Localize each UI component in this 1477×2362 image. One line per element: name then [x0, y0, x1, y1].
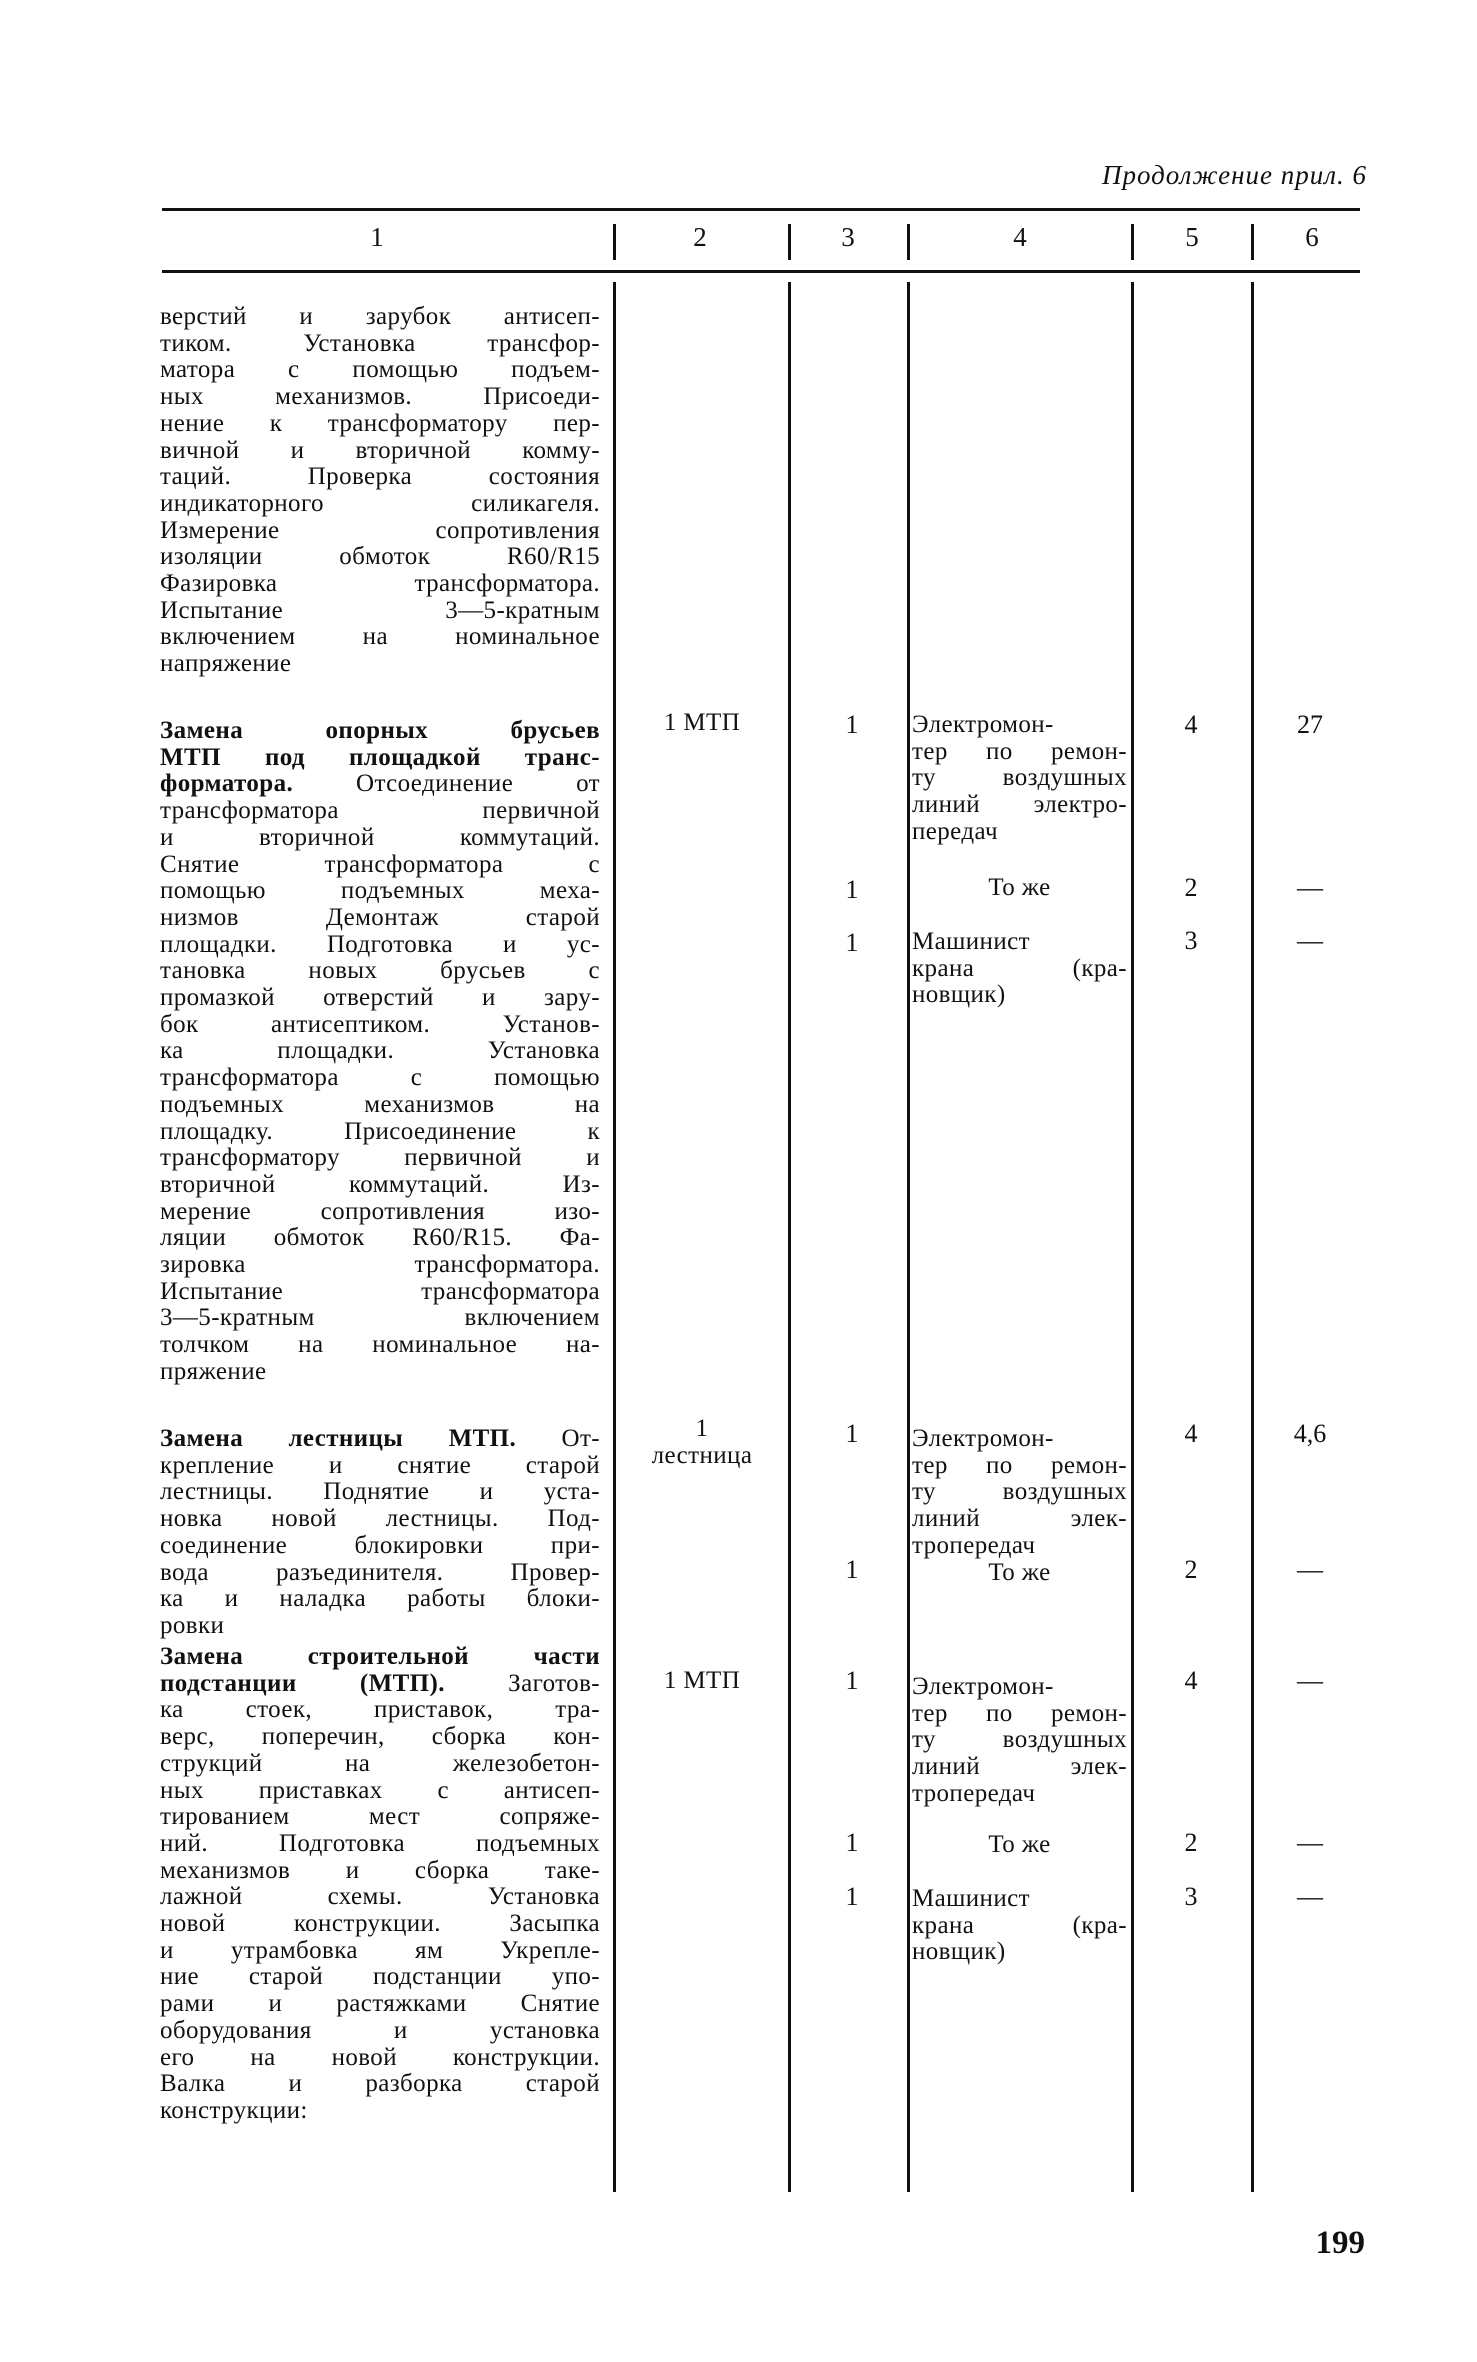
grade-cell: 2 — [1184, 1828, 1198, 1857]
qty-cell: 1 — [845, 1882, 859, 1911]
text-line: тер по ремон- — [912, 737, 1127, 765]
text-fragment: От- — [516, 1425, 600, 1452]
text-line: соединение блокировки при- — [160, 1531, 600, 1559]
column-number: 6 — [1305, 222, 1319, 252]
text-line: вичной и вторичной комму- — [160, 436, 600, 464]
text-line: Испытание 3—5-кратным — [160, 596, 600, 624]
column-number: 4 — [1013, 222, 1027, 252]
text-line: ту воздушных — [912, 1726, 1127, 1754]
text-line: Электромон- — [912, 711, 1054, 738]
worker-cell: То же — [988, 874, 1051, 901]
text-line — [160, 771, 600, 798]
text-line: 1 — [695, 1415, 709, 1442]
column-divider — [1251, 282, 1254, 2192]
text-line: вода разъединителя. Провер- — [160, 1558, 600, 1586]
text-line: ляции обмоток R60/R15. Фа- — [160, 1224, 600, 1252]
text-line: пряжение — [160, 1357, 267, 1385]
worker-cell: То же — [988, 1831, 1051, 1858]
text-line: Снятие трансформатора с — [160, 850, 600, 878]
grade-cell: 2 — [1184, 873, 1198, 902]
unit-of-measure — [622, 1416, 782, 1469]
column-divider — [788, 224, 791, 260]
grade-cell: 4 — [1184, 1666, 1198, 1695]
text-line: площадку. Присоединение к — [160, 1117, 600, 1145]
text-line: вторичной коммутаций. Из- — [160, 1170, 600, 1198]
grade-cell: 3 — [1184, 1882, 1198, 1911]
running-head: Продолжение прил. 6 — [1101, 160, 1367, 190]
text-line: лестницы. Поднятие и уста- — [160, 1478, 600, 1506]
time-cell: — — [1297, 926, 1323, 955]
text-line: крана (кра- — [912, 1911, 1127, 1939]
column-divider — [1131, 282, 1134, 2192]
text-line: матора с помощью подъем- — [160, 356, 600, 384]
time-cell: — — [1297, 1666, 1323, 1695]
qty-cell: 1 — [845, 1828, 859, 1857]
text-line: бок антисептиком. Установ- — [160, 1010, 600, 1038]
qty-cell: 1 — [845, 710, 859, 739]
text-line: его на новой конструкции. — [160, 2043, 600, 2071]
text-line: площадки. Подготовка и ус- — [160, 930, 600, 958]
text-line: линий элек- — [912, 1505, 1127, 1533]
time-cell: — — [1297, 1828, 1323, 1857]
text-line: новщик) — [912, 981, 1006, 1009]
text-line: ние старой подстанции упо- — [160, 1963, 600, 1991]
text-line: тиком. Установка трансфор- — [160, 329, 600, 357]
text-line: ка стоек, приставок, тра- — [160, 1696, 600, 1724]
text-fragment: Заготов- — [444, 1669, 601, 1697]
time-cell: — — [1297, 1555, 1323, 1584]
text-line: лестница — [651, 1441, 753, 1469]
text-line: трансформатора с помощью — [160, 1064, 600, 1092]
text-line: Замена строительной части — [160, 1643, 600, 1670]
text-line: верс, поперечин, сборка кон- — [160, 1723, 600, 1751]
text-line: передач — [912, 817, 998, 845]
column-number: 2 — [693, 222, 707, 252]
operation-title: форматора. — [160, 770, 294, 798]
table-top-rule — [162, 208, 1360, 211]
text-line: толчком на номинальное на- — [160, 1331, 600, 1359]
text-line: ка площадки. Установка — [160, 1037, 600, 1065]
text-line: струкций на железобетон- — [160, 1749, 600, 1777]
text-line: ний. Подготовка подъемных — [160, 1829, 600, 1857]
text-line: Измерение сопротивления — [160, 516, 600, 544]
time-cell: 27 — [1297, 710, 1323, 739]
time-cell: — — [1297, 1882, 1323, 1911]
text-line: помощью подъемных меха- — [160, 877, 600, 905]
grade-cell: 3 — [1184, 926, 1198, 955]
column-number: 5 — [1185, 222, 1199, 252]
worker-cell — [912, 1886, 1127, 1966]
text-line: ту воздушных — [912, 1478, 1127, 1506]
text-line: механизмов и сборка таке- — [160, 1856, 600, 1884]
text-line: тановка новых брусьев с — [160, 957, 600, 985]
unit-of-measure: 1 МТП — [663, 1667, 741, 1694]
text-line — [160, 1426, 600, 1453]
worker-cell — [912, 712, 1127, 846]
text-line: оборудования и установка — [160, 2016, 600, 2044]
text-line: мерение сопротивления изо- — [160, 1197, 600, 1225]
worker-cell — [912, 1674, 1127, 1808]
text-line: и вторичной коммутаций. — [160, 823, 600, 851]
grade-cell: 4 — [1184, 1419, 1198, 1448]
text-line: ных приставках с антисеп- — [160, 1776, 600, 1804]
text-line: Электромон- — [912, 1425, 1054, 1452]
text-line: рами и растяжками Снятие — [160, 1990, 600, 2018]
column-number: 1 — [370, 222, 384, 252]
text-line: нение к трансформатору пер- — [160, 409, 600, 437]
text-line: тированием мест сопряже- — [160, 1803, 600, 1831]
text-line: трансформатора первичной — [160, 797, 600, 825]
text-line: низмов Демонтаж старой — [160, 903, 600, 931]
text-fragment: Отсоединение от — [293, 770, 600, 798]
text-line: промазкой отверстий и зару- — [160, 984, 600, 1012]
worker-cell: То же — [988, 1559, 1051, 1586]
text-line: новщик) — [912, 1938, 1006, 1966]
text-line — [160, 1671, 600, 1698]
text-line: ровки — [160, 1611, 225, 1639]
text-line: Испытание трансформатора — [160, 1277, 600, 1305]
text-line: Машинист — [912, 1885, 1030, 1912]
text-line: МТП под площадкой транс- — [160, 743, 600, 771]
row-description — [160, 304, 600, 678]
time-cell: 4,6 — [1293, 1419, 1327, 1448]
text-line: изоляции обмоток R60/R15 — [160, 543, 600, 571]
column-divider — [613, 224, 616, 260]
text-line: Фазировка трансформатора. — [160, 570, 600, 598]
grade-cell: 4 — [1184, 710, 1198, 739]
text-line: ту воздушных — [912, 764, 1127, 792]
grade-cell: 2 — [1184, 1555, 1198, 1584]
text-line: и утрамбовка ям Укрепле- — [160, 1936, 600, 1964]
text-line: 3—5-кратным включением — [160, 1304, 600, 1332]
text-line: подъемных механизмов на — [160, 1090, 600, 1118]
column-number: 3 — [841, 222, 855, 252]
text-line: напряжение — [160, 650, 292, 678]
operation-title: Замена лестницы МТП. — [160, 1425, 517, 1452]
text-line: Валка и разборка старой — [160, 2070, 600, 2098]
text-line: линий элек- — [912, 1753, 1127, 1781]
column-divider — [1131, 224, 1134, 260]
column-divider — [907, 282, 910, 2192]
text-line: зировка трансформатора. — [160, 1251, 600, 1279]
column-divider — [1251, 224, 1254, 260]
text-line: линий электро- — [912, 791, 1127, 819]
text-line: таций. Проверка состояния — [160, 463, 600, 491]
row-description — [160, 1426, 600, 1640]
column-divider — [788, 282, 791, 2192]
column-divider — [907, 224, 910, 260]
table-header-rule — [162, 270, 1360, 273]
text-line: тропередач — [912, 1531, 1036, 1559]
text-line: крепление и снятие старой — [160, 1451, 600, 1479]
text-line: Машинист — [912, 928, 1030, 955]
unit-of-measure: 1 МТП — [663, 709, 741, 736]
operation-title: подстанции (МТП). — [160, 1669, 445, 1697]
qty-cell: 1 — [845, 1666, 859, 1695]
qty-cell: 1 — [845, 875, 859, 904]
qty-cell: 1 — [845, 928, 859, 957]
text-line: крана (кра- — [912, 954, 1127, 982]
text-line: верстий и зарубок антисеп- — [160, 303, 600, 330]
text-line: тер по ремон- — [912, 1451, 1127, 1479]
text-line: лажной схемы. Установка — [160, 1883, 600, 1911]
row-description — [160, 718, 600, 1386]
qty-cell: 1 — [845, 1419, 859, 1448]
time-cell: — — [1297, 873, 1323, 902]
text-line: ка и наладка работы блоки- — [160, 1585, 600, 1613]
worker-cell — [912, 1426, 1127, 1560]
row-description — [160, 1644, 600, 2125]
text-line: тропередач — [912, 1779, 1036, 1807]
text-line: тер по ремон- — [912, 1699, 1127, 1727]
column-divider — [613, 282, 616, 2192]
text-line: новой конструкции. Засыпка — [160, 1910, 600, 1938]
worker-cell — [912, 929, 1127, 1009]
text-line: конструкции: — [160, 2096, 308, 2124]
text-line: трансформатору первичной и — [160, 1144, 600, 1172]
text-line: ных механизмов. Присоеди- — [160, 383, 600, 411]
qty-cell: 1 — [845, 1555, 859, 1584]
text-line: индикаторного силикагеля. — [160, 489, 600, 517]
text-line: Замена опорных брусьев — [160, 717, 600, 744]
page-number: 199 — [1315, 2225, 1365, 2261]
text-line: новка новой лестницы. Под- — [160, 1505, 600, 1533]
text-line: включением на номинальное — [160, 623, 600, 651]
text-line: Электромон- — [912, 1673, 1054, 1700]
